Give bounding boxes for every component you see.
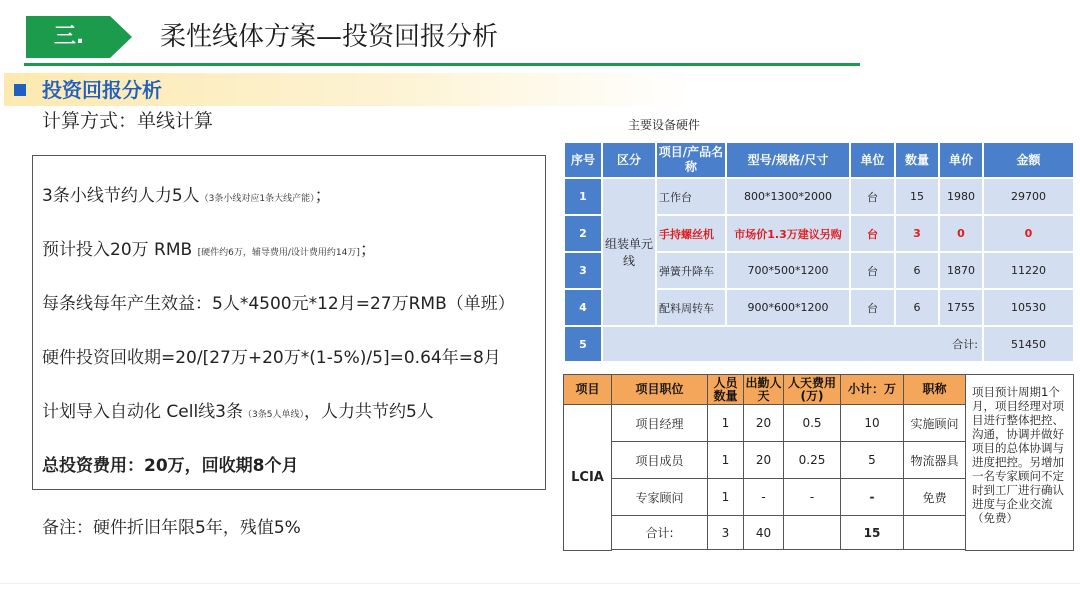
page-title: 柔性线体方案—投资回报分析	[160, 22, 499, 52]
item-name: 配料周转车	[656, 289, 726, 326]
people: 1	[708, 479, 744, 516]
row-index: 3	[564, 252, 602, 289]
col-header: 数量	[895, 142, 939, 178]
subtotal: -	[841, 479, 904, 516]
fee: -	[784, 479, 841, 516]
summary-line-4: 硬件投资回收期=20/[27万+20万*(1-5%)/5]=0.64年=8月	[42, 348, 501, 368]
item-amount: 11220	[983, 252, 1074, 289]
calc-method: 计算方式：单线计算	[42, 110, 214, 132]
item-qty: 6	[895, 289, 939, 326]
col-header: 项目	[564, 375, 612, 405]
col-header: 项目/产品名称	[656, 142, 726, 178]
section-title: 投资回报分析	[42, 78, 162, 102]
summary-line-3: 每条线每年产生效益：5人*4500元*12月=27万RMB（单班）	[42, 294, 515, 314]
item-amount: 29700	[983, 178, 1074, 215]
col-header: 职称	[904, 375, 966, 405]
col-header: 小计：万	[841, 375, 904, 405]
job-title: 物流器具	[904, 442, 966, 479]
group-cell: LCIA	[564, 405, 612, 551]
total-subtotal: 15	[841, 516, 904, 550]
item-qty: 15	[895, 178, 939, 215]
footer-divider	[0, 583, 1080, 584]
item-qty: 6	[895, 252, 939, 289]
col-header: 单价	[939, 142, 983, 178]
col-header: 人天费用(万)	[784, 375, 841, 405]
item-qty: 3	[895, 215, 939, 252]
col-header: 型号/规格/尺寸	[726, 142, 850, 178]
row-index: 5	[564, 326, 602, 362]
subtotal: 5	[841, 442, 904, 479]
category-cell: 组装单元线	[602, 178, 656, 326]
item-spec: 700*500*1200	[726, 252, 850, 289]
equipment-table	[563, 141, 1075, 363]
total-days: 40	[744, 516, 784, 550]
project-description: 项目预计周期1个月，项目经理对项目进行整体把控、沟通，协调并做好项目的总体协调与进度把控。另增加一名专家顾问不定时到工厂进行确认进度与企业交流（免费）	[966, 375, 1074, 551]
fee: 0.25	[784, 442, 841, 479]
item-amount: 0	[983, 215, 1074, 252]
total-label: 合计:	[612, 516, 708, 550]
fee: 0.5	[784, 405, 841, 442]
bullet-square-icon	[14, 84, 26, 96]
total-label: 合计:	[602, 326, 983, 362]
section-number: 三.	[53, 24, 85, 49]
item-name: 工作台	[656, 178, 726, 215]
col-header: 序号	[564, 142, 602, 178]
project-header-row	[564, 375, 1074, 405]
item-unit: 台	[850, 178, 895, 215]
row-index: 1	[564, 178, 602, 215]
summary-line-5: 计划导入自动化 Cell线3条（3条5人单线），人力共节约5人	[42, 402, 434, 422]
people: 1	[708, 405, 744, 442]
item-price: 0	[939, 215, 983, 252]
col-header: 人员数量	[708, 375, 744, 405]
item-name: 手持螺丝机	[656, 215, 726, 252]
summary-line-2: 预计投入20万 RMB [硬件约6万，辅导费用/设计费用约14万]；	[42, 240, 377, 260]
total-amount: 51450	[983, 326, 1074, 362]
col-header: 单位	[850, 142, 895, 178]
total-people: 3	[708, 516, 744, 550]
item-price: 1980	[939, 178, 983, 215]
col-header: 出勤人天	[745, 375, 782, 403]
row-index: 2	[564, 215, 602, 252]
item-amount: 10530	[983, 289, 1074, 326]
item-spec: 900*600*1200	[726, 289, 850, 326]
col-header: 金额	[983, 142, 1074, 178]
summary-line-1: 3条小线节约人力5人（3条小线对应1条大线产能）；	[42, 186, 332, 206]
job-title: 实施顾问	[904, 405, 966, 442]
summary-line-6: 总投资费用：20万，回收期8个月	[42, 456, 299, 476]
total-fee	[784, 516, 841, 550]
equipment-header-row	[564, 142, 1074, 178]
item-name: 弹簧升降车	[656, 252, 726, 289]
item-unit: 台	[850, 215, 895, 252]
col-header: 区分	[602, 142, 656, 178]
subtotal: 10	[841, 405, 904, 442]
project-table	[563, 374, 1074, 551]
item-spec: 市场价1.3万建议另购	[726, 215, 850, 252]
item-spec: 800*1300*2000	[726, 178, 850, 215]
days: -	[744, 479, 784, 516]
row-index: 4	[564, 289, 602, 326]
job-title: 免费	[904, 479, 966, 516]
col-header: 项目职位	[612, 375, 708, 405]
table-row	[564, 178, 1074, 215]
equipment-caption: 主要设备硬件	[628, 118, 701, 132]
total-title	[904, 516, 966, 550]
days: 20	[744, 405, 784, 442]
item-price: 1755	[939, 289, 983, 326]
footnote: 备注：硬件折旧年限5年，残值5%	[42, 518, 301, 538]
role: 专家顾问	[612, 479, 708, 516]
item-unit: 台	[850, 289, 895, 326]
people: 1	[708, 442, 744, 479]
role: 项目经理	[612, 405, 708, 442]
item-unit: 台	[850, 252, 895, 289]
item-price: 1870	[939, 252, 983, 289]
role: 项目成员	[612, 442, 708, 479]
total-row	[564, 326, 1074, 362]
days: 20	[744, 442, 784, 479]
header-divider	[24, 63, 860, 66]
